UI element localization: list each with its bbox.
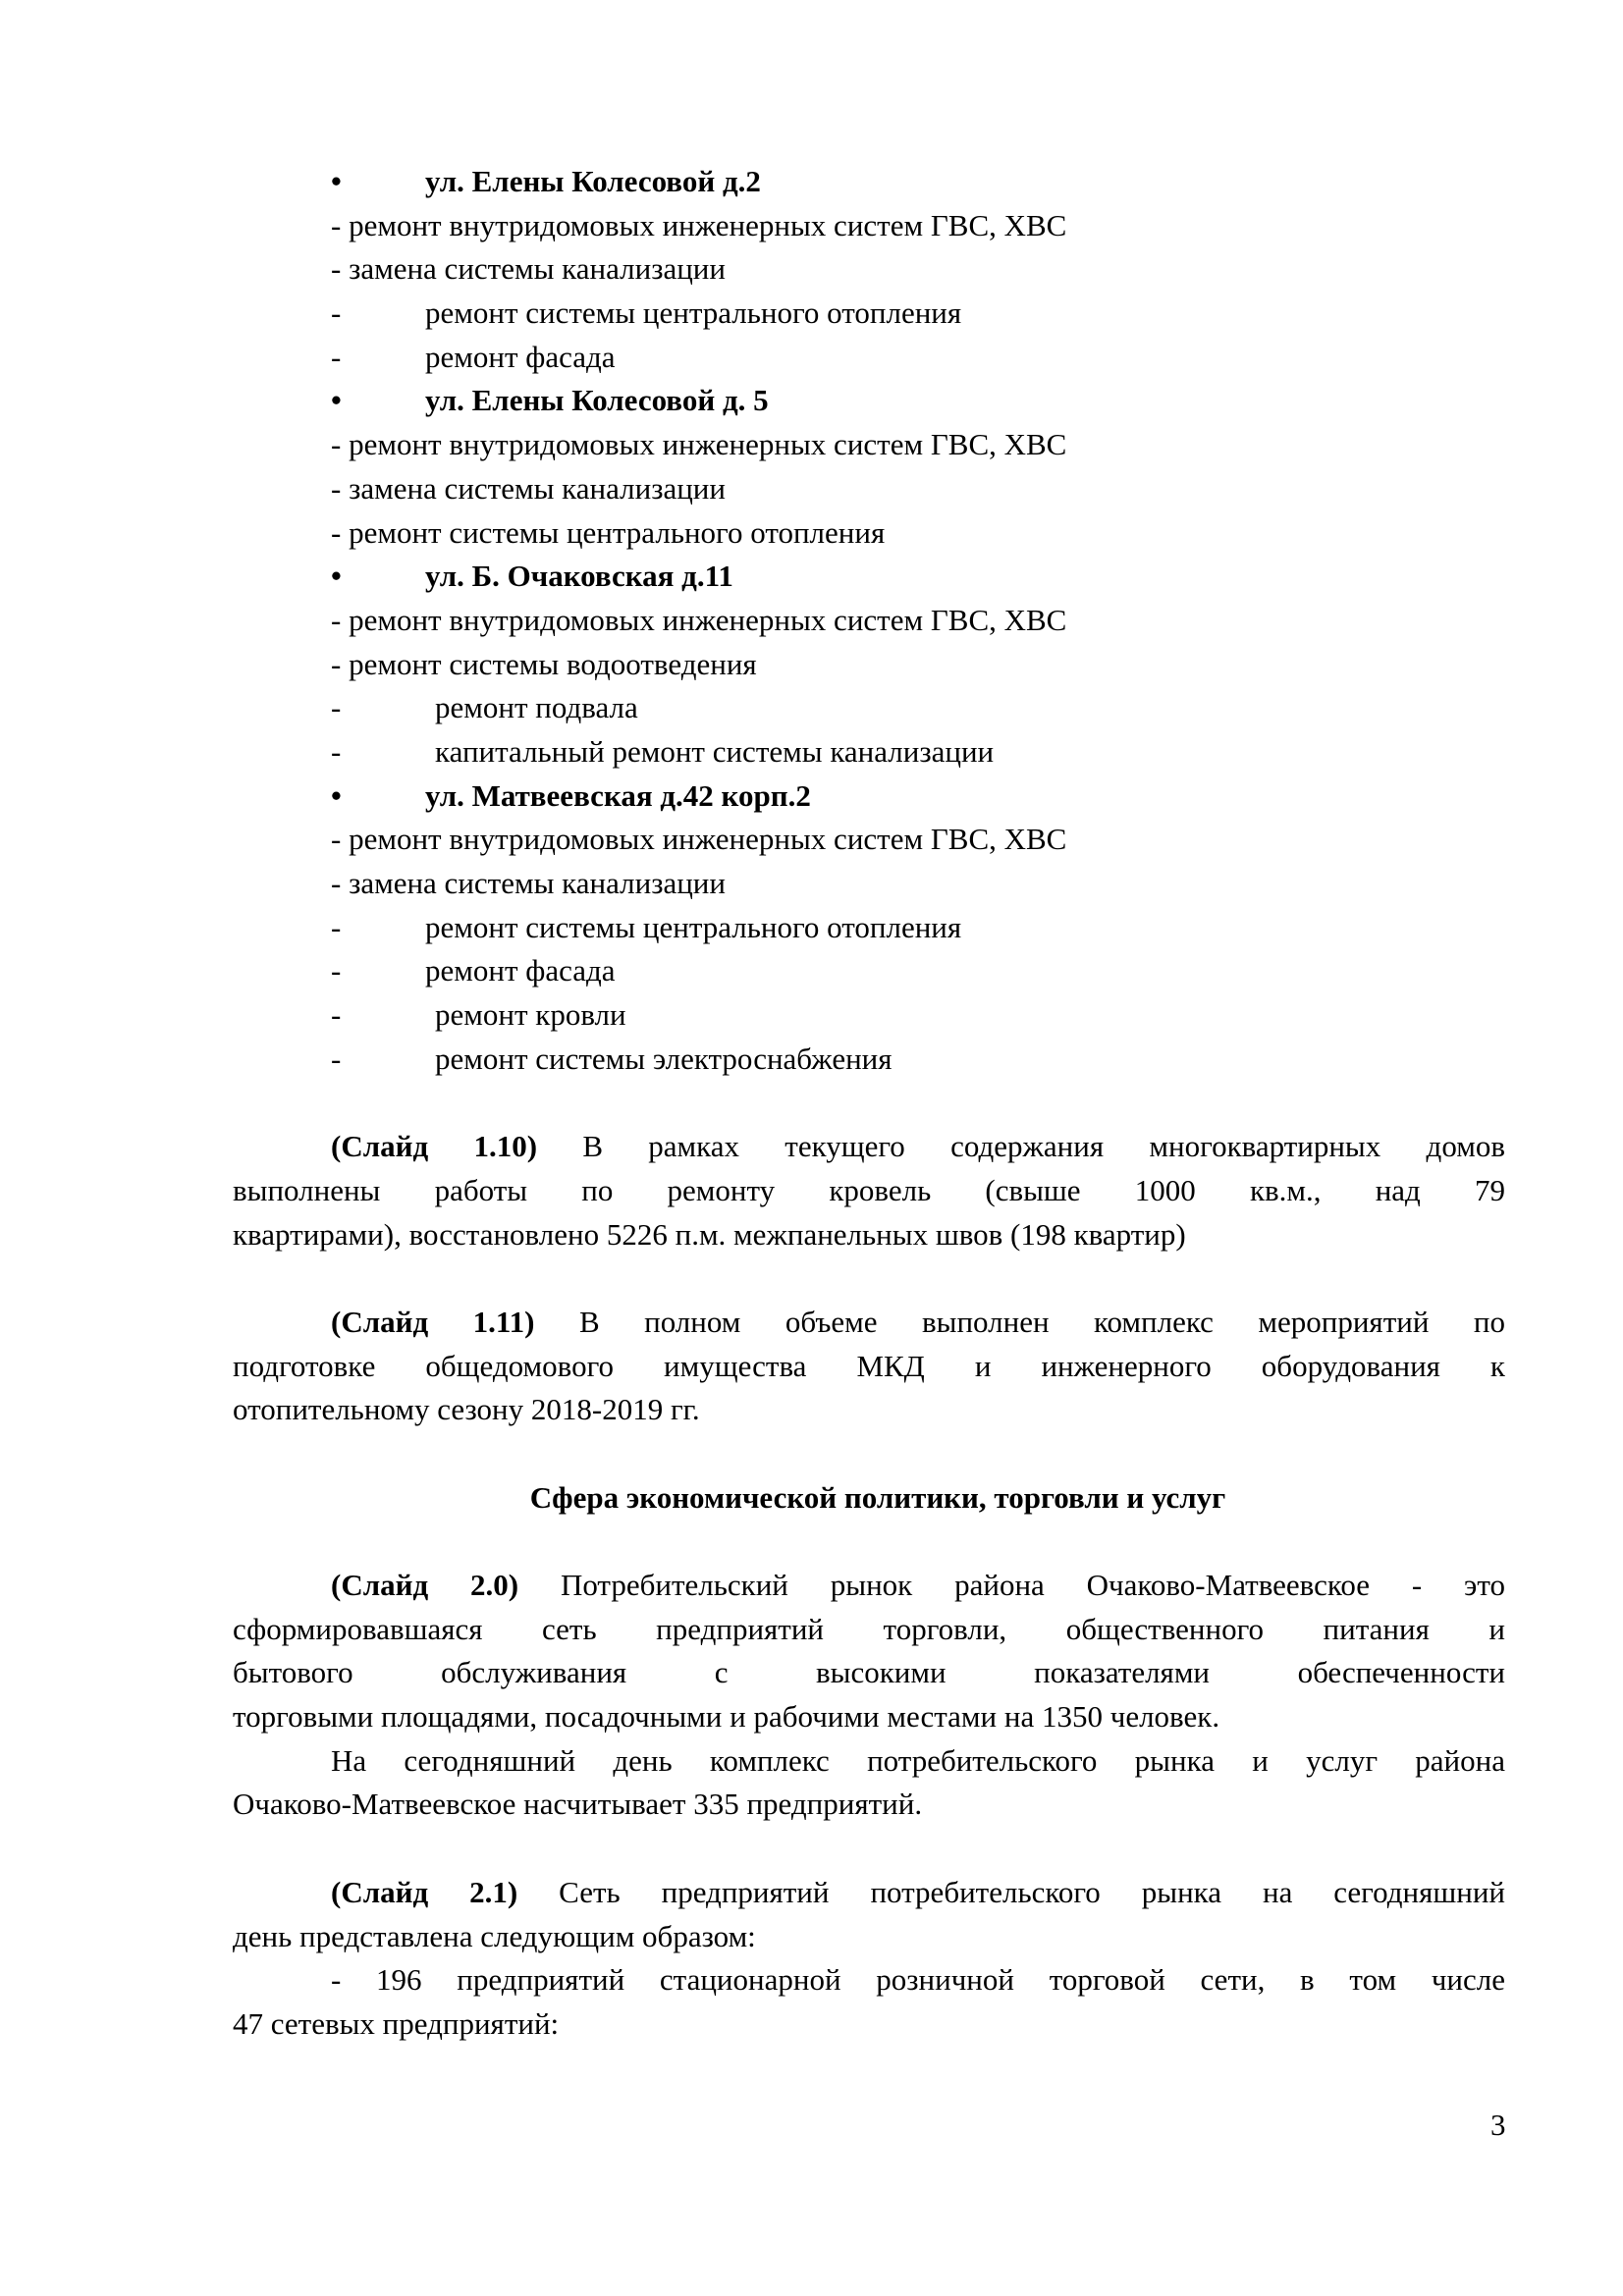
repair-item [233, 906, 1505, 950]
repair-item-text: ремонт системы центрального отопления [425, 909, 962, 944]
repair-item-text: - ремонт внутридомовых инженерных систем ГВС, ХВС [331, 427, 1067, 462]
repair-item [233, 862, 1505, 906]
repair-item-text: - замена системы канализации [331, 251, 726, 287]
line-text: В рамках текущего содержания многоквартирных домов [537, 1129, 1505, 1164]
paragraph-line [233, 1871, 1505, 1915]
page-content [233, 160, 1505, 2047]
repair-item-text: ремонт фасада [425, 953, 616, 988]
paragraph-line: подготовке общедомового имущества МКД и инженерного оборудования к [233, 1348, 1505, 1383]
repair-item [233, 423, 1505, 467]
repair-item [233, 949, 1505, 993]
repair-item [233, 511, 1505, 556]
section-heading: Сфера экономической политики, торговли и услуг [529, 1479, 1226, 1515]
paragraph-slide-2-0-continuation [233, 1739, 1505, 1827]
dash-marker: - [331, 953, 342, 988]
paragraph-line: На сегодняшний день комплекс потребительского рынка и услуг района [331, 1742, 1505, 1778]
repair-item-text: - замена системы канализации [331, 866, 726, 900]
dash-marker: - [331, 733, 342, 769]
dash-marker: - [331, 690, 342, 725]
repair-item [233, 204, 1505, 248]
repair-item-text: - ремонт внутридомовых инженерных систем ГВС, ХВС [331, 207, 1067, 242]
repair-item [233, 467, 1505, 511]
blank-line [233, 1256, 1505, 1301]
repair-item-text: ремонт кровли [435, 997, 626, 1033]
bullet-icon: • [331, 559, 342, 594]
address-heading [233, 379, 1505, 423]
paragraph-line: - 196 предприятий стационарной розничной торговой сети, в том числе [331, 1962, 1505, 1998]
address-heading [233, 160, 1505, 204]
line-text: Потребительский рынок района Очаково-Матвеевское - это [518, 1568, 1506, 1602]
repair-item [233, 336, 1505, 380]
paragraph-line: выполнены работы по ремонту кровель (свыше 1000 кв.м., над 79 [233, 1172, 1505, 1207]
repair-item-text: - ремонт внутридомовых инженерных систем ГВС, ХВС [331, 602, 1067, 637]
blank-line [233, 1827, 1505, 1871]
slide-label: (Слайд 1.10) [331, 1129, 538, 1164]
blank-line [233, 1520, 1505, 1564]
paragraph-line: квартирами), восстановлено 5226 п.м. межпанельных швов (198 квартир) [233, 1216, 1186, 1252]
repair-item-text: капитальный ремонт системы канализации [435, 733, 995, 769]
bullet-icon: • [331, 777, 342, 813]
slide-label: (Слайд 1.11) [331, 1304, 535, 1339]
paragraph-slide-1-10 [233, 1125, 1505, 1256]
address-text: ул. Б. Очаковская д.11 [425, 559, 733, 594]
line-text: В полном объеме выполнен комплекс мероприятий по [534, 1304, 1505, 1339]
repair-item [233, 292, 1505, 336]
repair-item-text: - ремонт системы центрального отопления [331, 514, 886, 550]
repair-item-text: ремонт системы электроснабжения [435, 1041, 893, 1076]
repair-item [233, 599, 1505, 643]
line-text: Сеть предприятий потребительского рынка на сегодняшний [517, 1874, 1505, 1909]
blank-line [233, 1432, 1505, 1476]
repair-item-text: - ремонт системы водоотведения [331, 646, 757, 681]
dash-marker: - [331, 909, 342, 944]
dash-marker: - [331, 339, 342, 374]
repair-item [233, 1038, 1505, 1082]
repair-list [233, 160, 1505, 1081]
repair-item [233, 730, 1505, 774]
paragraph-line [233, 1301, 1505, 1345]
address-text: ул. Матвеевская д.42 корп.2 [425, 777, 811, 813]
repair-item-text: - замена системы канализации [331, 470, 726, 506]
paragraph-slide-2-1 [233, 1871, 1505, 1958]
repair-item-text: ремонт подвала [435, 690, 638, 725]
paragraph-line: отопительному сезону 2018-2019 гг. [233, 1392, 700, 1427]
address-text: ул. Елены Колесовой д.2 [425, 164, 761, 198]
dash-marker: - [331, 295, 342, 331]
paragraph-line: 47 сетевых предприятий: [233, 2005, 560, 2041]
repair-item [233, 686, 1505, 730]
bullet-icon: • [331, 383, 342, 418]
repair-item [233, 247, 1505, 292]
repair-item [233, 643, 1505, 687]
repair-item-text: - ремонт внутридомовых инженерных систем ГВС, ХВС [331, 822, 1067, 857]
paragraph-slide-1-11 [233, 1301, 1505, 1432]
paragraph-line: день представлена следующим образом: [233, 1918, 756, 1953]
repair-item [233, 818, 1505, 862]
paragraph-line: бытового обслуживания с высокими показателями обеспеченности [233, 1655, 1505, 1690]
address-heading [233, 774, 1505, 819]
repair-item [233, 993, 1505, 1038]
paragraph-line [233, 1125, 1505, 1169]
paragraph-line: торговыми площадями, посадочными и рабочими местами на 1350 человек. [233, 1699, 1220, 1735]
repair-item-text: ремонт фасада [425, 339, 616, 374]
dash-marker: - [331, 1041, 342, 1076]
paragraph-line: сформировавшаяся сеть предприятий торговли, общественного питания и [233, 1611, 1505, 1646]
dash-marker: - [331, 997, 342, 1033]
address-heading [233, 555, 1505, 599]
slide-label: (Слайд 2.1) [331, 1874, 518, 1909]
slide-label: (Слайд 2.0) [331, 1568, 519, 1602]
page-number: 3 [1490, 2108, 1506, 2142]
paragraph-slide-2-0 [233, 1564, 1505, 1739]
bullet-icon: • [331, 164, 342, 198]
paragraph-line: Очаково-Матвеевское насчитывает 335 предприятий. [233, 1787, 923, 1822]
paragraph-line [233, 1564, 1505, 1608]
paragraph-retail-network [233, 1958, 1505, 2046]
address-text: ул. Елены Колесовой д. 5 [425, 383, 769, 418]
blank-line [233, 1081, 1505, 1125]
repair-item-text: ремонт системы центрального отопления [425, 295, 962, 331]
